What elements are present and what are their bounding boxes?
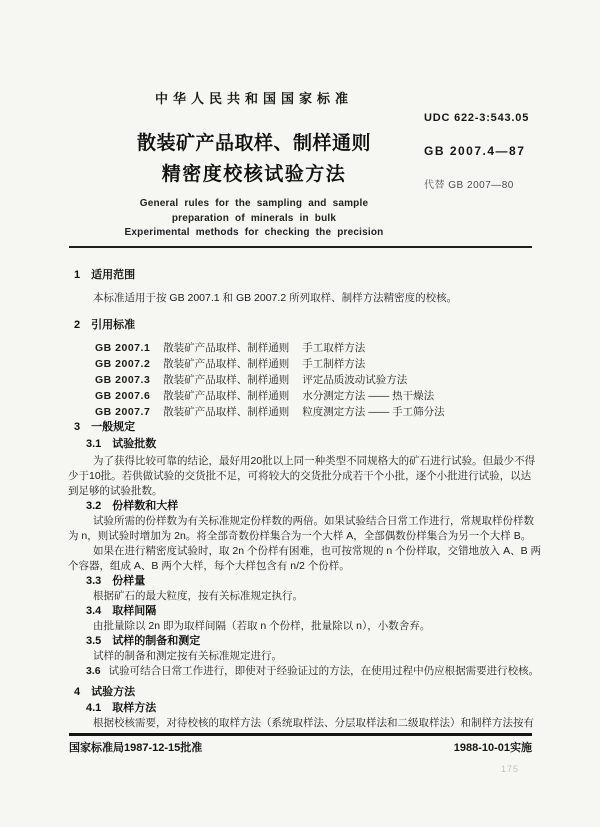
section-3-5-body: 试样的制备和测定按有关标准规定进行。 [93, 650, 282, 662]
reference-row [68, 356, 536, 372]
english-title-line2: preparation of minerals in bulk [171, 212, 337, 224]
section-3-2-heading: 3.2 份样数和大样 [86, 500, 179, 512]
reference-method: 手工取样方法 [302, 342, 366, 354]
reference-method: 评定品质波动试验方法 [302, 374, 408, 386]
reference-series: 散装矿产品取样、制样通则 [163, 374, 290, 386]
reference-row [68, 388, 536, 404]
section-3-1-heading: 3.1 试验批数 [86, 438, 157, 450]
section-3-2-line: 试验所需的份样数为有关标准规定份样数的两倍。如果试验结合日常工作进行，常规取样份样数 [93, 515, 534, 527]
section-3-6-line [68, 664, 540, 679]
section-4-1-body: 根据校核需要，对待校核的取样方法（系统取样法、分层取样法和二级取样法）和制样方法按有 [93, 717, 534, 729]
section-1-heading: 1 适用范围 [74, 269, 136, 281]
reference-method: 粒度测定方法 —— 手工筛分法 [302, 406, 445, 418]
section-3-2-line: 为 n，则试验时增加为 2n。将全部奇数份样集合为一个大样 A，全部偶数份样集合为另一个大样 B。 [68, 530, 532, 542]
reference-series: 散装矿产品取样、制样通则 [163, 390, 290, 402]
section-3-3-heading: 3.3 份样量 [86, 575, 146, 587]
approval-note: 国家标准局1987-12-15批准 [69, 742, 203, 754]
reference-list [68, 340, 536, 420]
section-4-1-heading: 4.1 取样方法 [86, 702, 157, 714]
national-standard-label: 中华人民共和国国家标准 [154, 91, 353, 106]
document-header [68, 88, 440, 241]
section-3-3-body: 根据矿石的最大粒度，按有关标准规定执行。 [93, 590, 303, 602]
standard-number: GB 2007.4—87 [424, 144, 526, 158]
reference-row [68, 404, 536, 420]
section-3-heading: 3 一般规定 [74, 421, 136, 433]
document-title-line1: 散装矿产品取样、制样通则 [136, 133, 371, 154]
standard-codes-block [424, 112, 574, 191]
section-3-1-line: 到足够的试验批数。 [68, 485, 163, 497]
section-3-2-line: 如果在进行精密度试验时，取 2n 个份样有困难，也可按常规的 n 个份样取，交错地放入 A、B 两 [93, 545, 542, 557]
reference-series: 散装矿产品取样、制样通则 [163, 406, 290, 418]
section-4-heading: 4 试验方法 [74, 686, 136, 698]
reference-method: 水分测定方法 —— 热干燥法 [302, 390, 435, 402]
document-body [68, 262, 542, 731]
section-3-6-number: 3.6 [86, 665, 101, 677]
reference-code: GB 2007.7 [95, 406, 151, 418]
section-3-6-text: 试验可结合日常工作进行，即使对于经验证过的方法，在使用过程中仍应根据需要进行校核。 [108, 665, 540, 677]
reference-series: 散装矿产品取样、制样通则 [163, 358, 290, 370]
document-title-english [68, 197, 440, 241]
document-footer [69, 739, 532, 755]
section-3-1-line: 少于10批。若供做试验的交货批不足，可将较大的交货批分成若干个小批，逐个小批进行试验，以达 [68, 470, 532, 482]
udc-code: UDC 622-3:543.05 [424, 112, 530, 124]
reference-code: GB 2007.6 [95, 390, 151, 402]
reference-method: 手工制样方法 [302, 358, 366, 370]
section-3-1-line: 为了获得比较可靠的结论，最好用20批以上同一种类型不同规格大的矿石进行试验。但最少不得 [93, 455, 536, 467]
section-3-2-line: 个容器，组成 A、B 两个大样，每个大样包含有 n/2 个份样。 [68, 560, 350, 572]
replaces-note: 代替 GB 2007—80 [424, 180, 514, 191]
section-3-4-body: 由批量除以 2n 即为取样间隔（若取 n 个份样，批量除以 n），小数舍弃。 [93, 620, 431, 632]
reference-code: GB 2007.2 [95, 358, 151, 370]
reference-code: GB 2007.1 [95, 342, 151, 354]
page-number: 175 [501, 764, 520, 774]
section-1-body: 本标准适用于按 GB 2007.1 和 GB 2007.2 所列取样、制样方法精密度的校核。 [93, 292, 458, 304]
reference-code: GB 2007.3 [95, 374, 151, 386]
section-2-heading: 2 引用标准 [74, 319, 136, 331]
section-3-5-heading: 3.5 试样的制备和测定 [86, 635, 201, 647]
reference-row [68, 340, 536, 356]
document-title-line2: 精密度校核试验方法 [161, 164, 347, 185]
effective-date-note: 1988-10-01实施 [453, 742, 532, 754]
header-divider [69, 246, 532, 248]
english-title-line1: General rules for the sampling and sample [139, 198, 369, 209]
reference-series: 散装矿产品取样、制样通则 [163, 342, 290, 354]
footer-divider [69, 733, 532, 736]
reference-row [68, 372, 536, 388]
section-3-4-heading: 3.4 取样间隔 [86, 605, 157, 617]
english-title-line3: Experimental methods for checking the precision [124, 227, 384, 238]
